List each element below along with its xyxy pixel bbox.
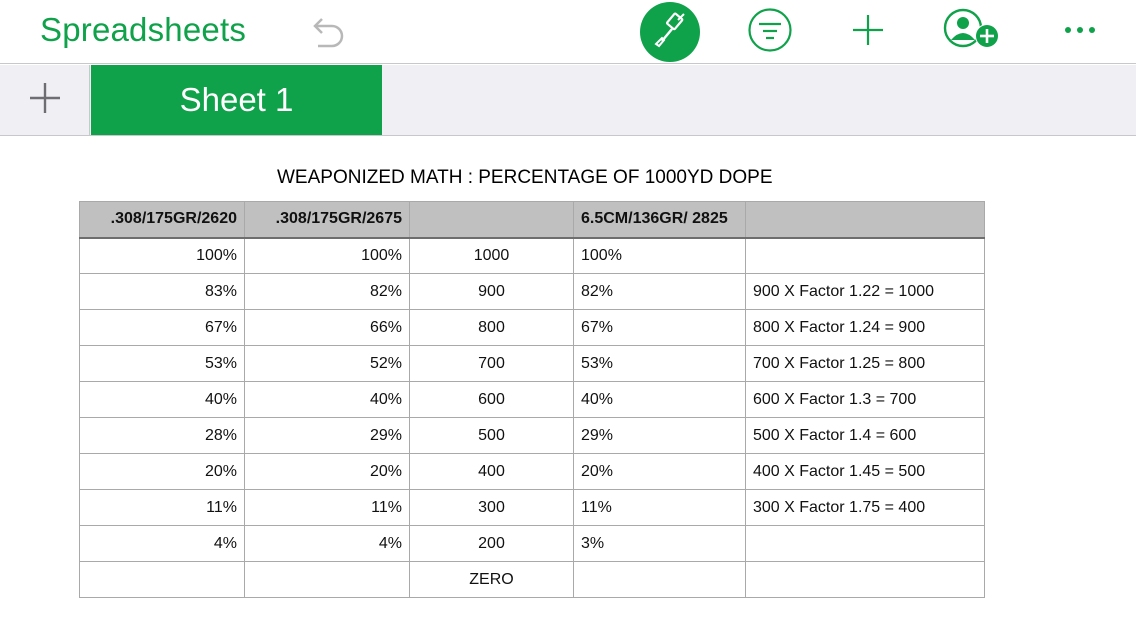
table-cell[interactable]: 500 xyxy=(410,418,574,454)
table-row xyxy=(80,274,985,310)
table-cell[interactable]: 11% xyxy=(574,490,746,526)
table-cell[interactable]: 40% xyxy=(245,382,410,418)
table-row xyxy=(80,562,985,598)
table-cell[interactable]: 83% xyxy=(80,274,245,310)
table-row xyxy=(80,382,985,418)
plus-icon xyxy=(27,80,63,121)
table-cell[interactable]: 200 xyxy=(410,526,574,562)
table-title[interactable]: WEAPONIZED MATH : PERCENTAGE OF 1000YD DOPE xyxy=(277,167,773,188)
table-cell[interactable]: 600 X Factor 1.3 = 700 xyxy=(746,382,985,418)
table-row xyxy=(80,454,985,490)
table-cell[interactable]: 20% xyxy=(574,454,746,490)
table-cell[interactable]: 700 X Factor 1.25 = 800 xyxy=(746,346,985,382)
table-row xyxy=(80,238,985,274)
table-cell[interactable]: 29% xyxy=(574,418,746,454)
table-cell[interactable]: 11% xyxy=(80,490,245,526)
table-cell[interactable]: 28% xyxy=(80,418,245,454)
table-cell[interactable]: ZERO xyxy=(410,562,574,598)
table-row xyxy=(80,346,985,382)
table-cell[interactable]: 40% xyxy=(80,382,245,418)
table-cell[interactable]: 900 X Factor 1.22 = 1000 xyxy=(746,274,985,310)
table-cell[interactable]: 100% xyxy=(80,238,245,274)
add-collaborator-button[interactable] xyxy=(938,0,1010,64)
app-title[interactable]: Spreadsheets xyxy=(40,11,247,48)
table-cell[interactable]: 300 X Factor 1.75 = 400 xyxy=(746,490,985,526)
sheet-canvas xyxy=(0,137,1136,640)
header-cell[interactable]: .308/175GR/2620 xyxy=(80,202,245,238)
filter-button[interactable] xyxy=(744,0,796,64)
insert-button[interactable] xyxy=(846,0,890,64)
table-cell[interactable] xyxy=(746,562,985,598)
header-row xyxy=(80,202,985,238)
tab-sheet-1[interactable]: Sheet 1 xyxy=(91,65,382,135)
add-collaborator-icon xyxy=(941,8,1007,57)
table-row xyxy=(80,418,985,454)
paintbrush-icon xyxy=(650,10,690,55)
undo-icon[interactable] xyxy=(306,12,350,52)
header-cell[interactable] xyxy=(746,202,985,238)
table-cell[interactable] xyxy=(245,562,410,598)
table-cell[interactable] xyxy=(574,562,746,598)
table-cell[interactable] xyxy=(746,238,985,274)
table-cell[interactable]: 53% xyxy=(574,346,746,382)
sheet-tab-bar xyxy=(0,65,1136,136)
format-button[interactable] xyxy=(640,2,700,62)
more-button[interactable] xyxy=(1056,0,1104,64)
table-cell[interactable]: 800 xyxy=(410,310,574,346)
table-cell[interactable]: 100% xyxy=(245,238,410,274)
table-cell[interactable]: 4% xyxy=(245,526,410,562)
table-cell[interactable]: 800 X Factor 1.24 = 900 xyxy=(746,310,985,346)
more-icon xyxy=(1062,23,1098,41)
table-cell[interactable]: 52% xyxy=(245,346,410,382)
table-cell[interactable]: 67% xyxy=(574,310,746,346)
table-cell[interactable]: 700 xyxy=(410,346,574,382)
table-cell[interactable]: 1000 xyxy=(410,238,574,274)
table-cell[interactable]: 53% xyxy=(80,346,245,382)
table-cell[interactable]: 600 xyxy=(410,382,574,418)
table-row xyxy=(80,526,985,562)
table-cell[interactable]: 20% xyxy=(245,454,410,490)
table-cell[interactable]: 900 xyxy=(410,274,574,310)
table-row xyxy=(80,310,985,346)
header-cell[interactable]: 6.5CM/136GR/ 2825 xyxy=(574,202,746,238)
plus-icon xyxy=(850,12,886,53)
table-cell[interactable]: 29% xyxy=(245,418,410,454)
table-cell[interactable]: 3% xyxy=(574,526,746,562)
table-cell[interactable]: 500 X Factor 1.4 = 600 xyxy=(746,418,985,454)
add-sheet-button[interactable] xyxy=(0,65,90,135)
table-cell[interactable]: 100% xyxy=(574,238,746,274)
header-cell[interactable] xyxy=(410,202,574,238)
header-cell[interactable]: .308/175GR/2675 xyxy=(245,202,410,238)
table-cell[interactable]: 400 X Factor 1.45 = 500 xyxy=(746,454,985,490)
table-cell[interactable]: 82% xyxy=(245,274,410,310)
table-cell[interactable]: 4% xyxy=(80,526,245,562)
table-cell[interactable]: 66% xyxy=(245,310,410,346)
table-cell[interactable]: 20% xyxy=(80,454,245,490)
table-cell[interactable]: 67% xyxy=(80,310,245,346)
table-cell[interactable]: 82% xyxy=(574,274,746,310)
data-table xyxy=(79,201,985,598)
table-row xyxy=(80,490,985,526)
toolbar xyxy=(0,0,1136,64)
table-cell[interactable]: 400 xyxy=(410,454,574,490)
table-cell[interactable] xyxy=(746,526,985,562)
table-cell[interactable]: 11% xyxy=(245,490,410,526)
table-cell[interactable] xyxy=(80,562,245,598)
table-cell[interactable]: 300 xyxy=(410,490,574,526)
filter-icon xyxy=(747,7,793,58)
table-cell[interactable]: 40% xyxy=(574,382,746,418)
